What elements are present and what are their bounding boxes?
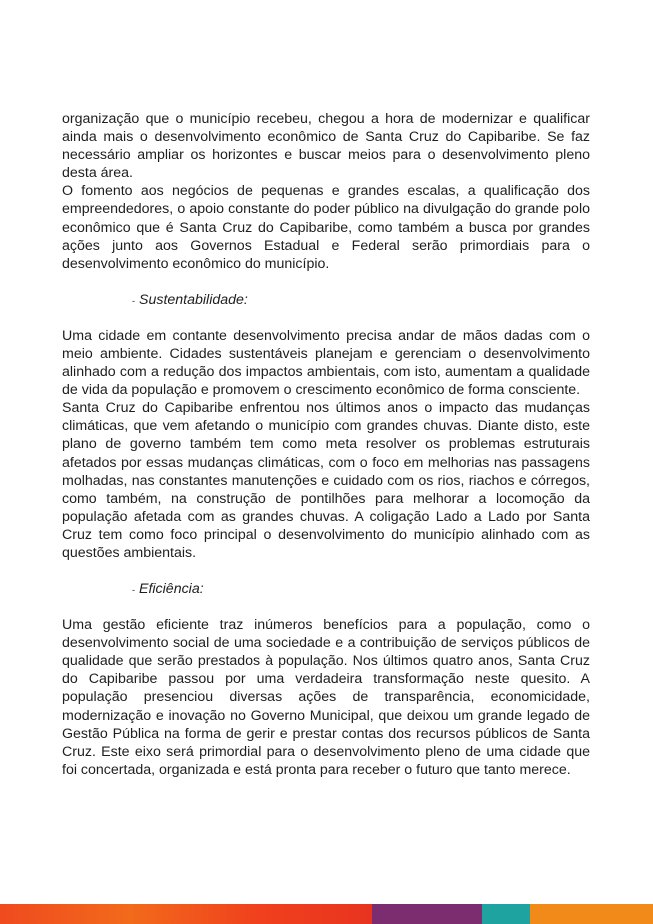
heading-sustentabilidade: [132, 291, 590, 309]
footer-color-bar: [0, 904, 653, 924]
footer-segment-amber: [530, 904, 653, 924]
paragraph-efficient-management: Uma gestão eficiente traz inúmeros benefícios para a população, como o desenvolvimento social de uma sociedade e a contribuição de serviços públicos de qualidade que serão prestados à população. Nos últimos quatro anos, Santa Cruz do Capibaribe passou por uma verdadeira transformação neste quesito. A população presenciou diversas ações de transparência, economicidade, modernização e inovação no Governo Municipal, que deixou um grande legado de Gestão Pública na forma de gerir e prestar contas dos recursos públicos de Santa Cruz. Este eixo será primordial para o desenvolvimento pleno de uma cidade que foi concertada, organizada e está pronta para receber o futuro que tanto merece.: [62, 617, 590, 778]
heading-eficiencia: [132, 580, 590, 598]
paragraph-economic-development: organização que o município recebeu, chegou a hora de modernizar e qualificar ainda mais o desenvolvimento econômico de Santa Cruz do Capibaribe. Se faz necessário ampliar os horizontes e buscar meios para o desenvolvimento pleno desta área.: [62, 111, 590, 182]
footer-segment-orange: [0, 904, 372, 924]
bullet-dash: -: [132, 585, 135, 596]
heading-eficiencia-label: Eficiência:: [139, 581, 204, 598]
paragraph-business-promotion: O fomento aos negócios de pequenas e grandes escalas, a qualificação dos empreendedores, o apoio constante do poder público na divulgação do grande polo econômico que é Santa Cruz do Capibaribe, como também a busca por grandes ações junto aos Governos Estadual e Federal serão primordiais para o desenvolvimento econômico do município.: [62, 183, 590, 272]
heading-sustentabilidade-label: Sustentabilidade:: [139, 291, 248, 308]
paragraph-climate-change: Santa Cruz do Capibaribe enfrentou nos últimos anos o impacto das mudanças climáticas, que vem afetando o município com grandes chuvas. Diante disto, este plano de governo também tem como meta resolver os problemas estruturais afetados por essas mudanças climáticas, com o foco em melhorias nas passagens molhadas, nas constantes manutenções e cuidado com os rios, riachos e córregos, como também, na construção de pontilhões para melhorar a locomoção da população afetada com as grandes chuvas. A coligação Lado a Lado por Santa Cruz tem como foco principal o desenvolvimento do município alinhado com as questões ambientais.: [62, 400, 590, 561]
document-body: [62, 110, 590, 779]
paragraph-sustainable-city: Uma cidade em contante desenvolvimento precisa andar de mãos dadas com o meio ambiente. Cidades sustentáveis planejam e gerenciam o desenvolvimento alinhado com a redução dos impactos ambientais, com isto, aumentam a qualidade de vida da população e promovem o crescimento econômico de forma consciente.: [62, 327, 590, 399]
footer-segment-purple: [372, 904, 482, 924]
footer-segment-teal: [482, 904, 530, 924]
bullet-dash: -: [132, 295, 135, 306]
